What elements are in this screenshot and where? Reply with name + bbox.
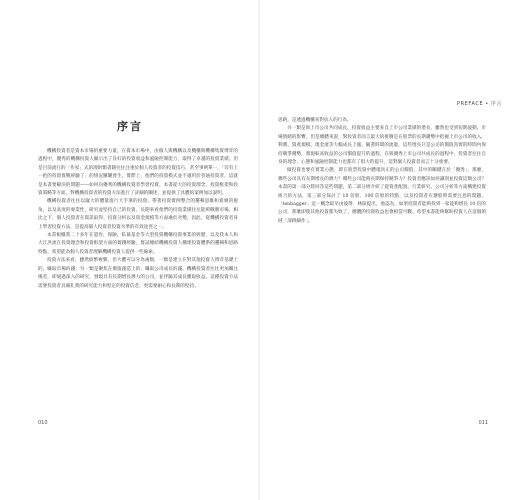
paragraph: 做投資也要有實業心態，即在股票投資中體現真正的公司價值，其中的關鍵在於「優秀」，那麼，哪些公司具有長期增長的潛力？哪些公司能夠長期保持競爭力？投資者應該如何識別並投資這類公司？本書的第一部分將回答這些問題，第二部分則介紹了從資產配置、行業研究、公司分析等方面構建投資組合的方法，第三部分探討了 10 倍股、100 倍股的特點，以及投資者在選股時需要注意的問題。「tenbagger」這一概念最早由彼得．林區提出，他認為，如果投資者能夠找到一家能夠增長 10 倍的公司，那麼即使其他投資都失敗了，總體的投資收益也會相當可觀。希望本書能夠幫助投資人在這個領域「深耕細作」。 [278,168,486,224]
running-head-separator: • [485,101,489,107]
paragraph: 本書根據我二十多年在證券、保險、私募基金等大型投資機構投資事業的經歷，以及我本人和大江洪流在投資理念和投資框架方面的實踐經驗，嘗試總結機構投資人構建投資體系的邏輯和思路特點，希望能為個人投資者理解機構投資人提供一些線索。 [38,233,238,255]
running-head [457,100,502,107]
paragraph: 思路，是透過機構來對抗人的行為。 [278,118,352,123]
paragraph: 機構投資者往往以龐大的體量進行大手筆的投資，帶著投資實例整合的邏輯思維和寬廣的視角，以及高度的專業性，研究並堅持自己的投資，長期來看他們的投資業績往往能夠戰勝市場。相比之下，個人投資者在資訊取得、投資分析以及資金規模等方面處於劣勢，因此，從機構投資者身上學習投資方法，是提高個人投資者投資水準的有效途徑之一。 [38,199,238,230]
right-body-text [278,117,486,226]
right-page [260,0,520,500]
running-head-label: PREFACE [456,101,484,107]
page-number: 011 [478,420,488,426]
left-body-text [38,148,238,291]
page-number: 010 [38,420,48,426]
paragraph: 投資方法來看，雖然紛繁複雜，但大體可以分為兩類，一類是建立在對其他投資人博弈基礎上的，賺取市場的錢；另一類是聚焦在價值創造上的，賺取公司成長的錢。機構投資者往往更加關注後者，即通過深入的研究，發現具有長期增長潛力的公司，並伴隨其成長獲取收益。這種投資方法需要投資者具備扎實的研究能力和堅定的投資信念，更需要耐心和長期的堅持。 [38,258,238,289]
paragraph: 機構投資者是資本市場的重要力量，在資本市場中，由個人與機構以及機構與機構集資博弈的過程中，優秀的機構投資人顯示出了良好的投資收益和風險控制能力，取得了卓越的投資業績。但是目前流行的「作家」式的理財類書籍往往注重於個人投資者的投資技巧，甚至事例單一，「沒有上一把的投資實戰經驗了」的情況屢屢發生。實際上，他們的投資模式並不適用於普通投資者，這就是本書要解決的問題——如何向優秀的機構投資者學習投資。本書從大的投資理念、投資框架和投資策略等方面，對機構投資者的投資方法進行了詳細的闡述，並提供了具體的案例加以說明。 [38,149,238,197]
paragraph: 另一類是與上市公司共同成長，投資收益主要來自上市公司業績的增長，雖然也受到短期波動、市場情緒的影響，但是總體來說，對投資者而言最大的挑戰是在股票的長期趨勢中把握上市公司的收入、利潤、資產規模、現金流等大幅成長上漲，隨著時間的流逝，這些增長只是公司的價值真實的時間內保持競爭優勢，實現較高收益的公司價值提升的過程，在與優秀上市公司共成長的過程中，投資者往往自身的理念、心態和風險控制能力也都有了很大的提升，這對個人投資者而言十分重要。 [278,126,486,166]
page-title: 序言 [117,120,143,133]
running-head-title: 序言 [490,101,502,107]
